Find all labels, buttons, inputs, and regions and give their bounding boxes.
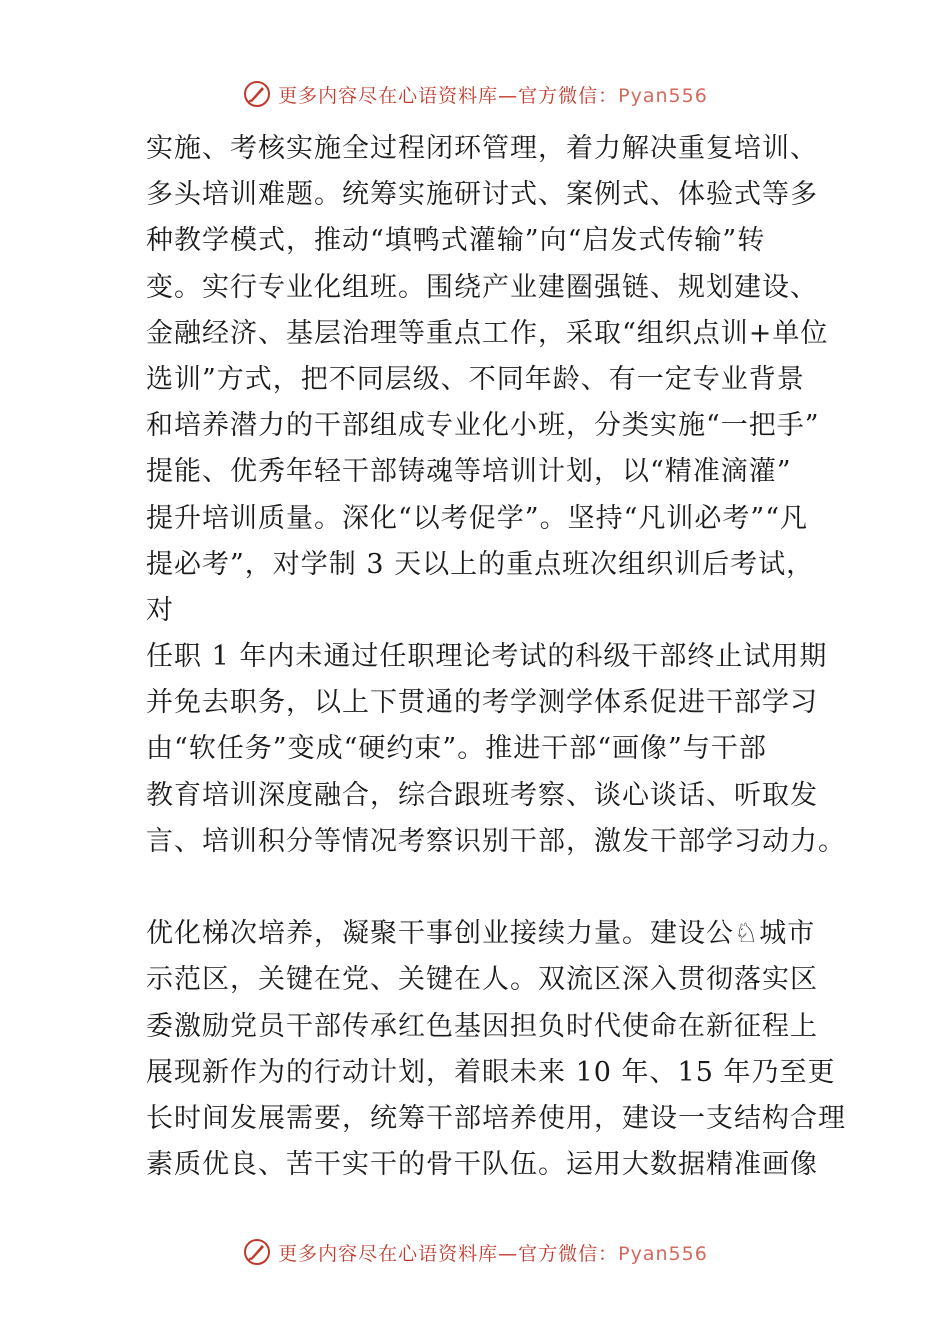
- body-line: 选训”方式，把不同层级、不同年龄、有一定专业背景: [146, 363, 805, 395]
- body-line: 委激励党员干部传承红色基因担负时代使命在新征程上: [146, 1010, 818, 1042]
- body-line: 任职 1 年内未通过任职理论考试的科级干部终止试用期: [146, 641, 828, 673]
- body-line: 长时间发展需要，统筹干部培养使用，建设一支结构合理: [146, 1102, 846, 1134]
- body-line: 展现新作为的行动计划，着眼未来 10 年、15 年乃至更: [146, 1056, 836, 1088]
- body-line: 由“软任务”变成“硬约束”。推进干部“画像”与干部: [146, 733, 767, 765]
- body-line: 素质优良、苦干实干的骨干队伍。运用大数据精准画像: [146, 1149, 818, 1181]
- document-body: [146, 126, 846, 1188]
- paragraph-gap: [146, 865, 814, 911]
- body-line: 实施、考核实施全过程闭环管理，着力解决重复培训、: [146, 133, 818, 164]
- body-line: 对: [146, 594, 174, 626]
- body-line: 提升培训质量。深化“以考促学”。坚持“凡训必考”“凡: [146, 502, 809, 534]
- body-line: 优化梯次培养，凝聚干事创业接续力量。建设公♘城市: [146, 918, 816, 950]
- body-line: 并免去职务，以上下贯通的考学测学体系促进干部学习: [146, 687, 818, 719]
- quill-logo-icon: [242, 1237, 272, 1267]
- header-banner-text: 更多内容尽在心语资料库—官方微信：Pyan556: [278, 84, 708, 107]
- body-line: 和培养潜力的干部组成专业化小班，分类实施“一把手”: [146, 410, 820, 442]
- body-line: 金融经济、基层治理等重点工作，采取“组织点训+单位: [146, 317, 829, 349]
- body-line: 言、培训积分等情况考察识别干部，激发干部学习动力。: [146, 825, 846, 857]
- body-line: 提必考”，对学制 3 天以上的重点班次组织训后考试，: [146, 548, 815, 580]
- quill-logo-icon: [242, 79, 272, 109]
- body-line: 变。实行专业化组班。围绕产业建圈强链、规划建设、: [146, 271, 818, 303]
- body-line: 提能、优秀年轻干部铸魂等培训计划，以“精准滴灌”: [146, 456, 792, 488]
- header-banner: [0, 74, 950, 114]
- footer-banner: [0, 1232, 950, 1272]
- body-line: 教育培训深度融合，综合跟班考察、谈心谈话、听取发: [146, 779, 818, 811]
- body-line: 种教学模式，推动“填鸭式灌输”向“启发式传输”转: [146, 225, 766, 257]
- body-line: 多头培训难题。统筹实施研讨式、案例式、体验式等多: [146, 179, 818, 211]
- footer-banner-text: 更多内容尽在心语资料库—官方微信：Pyan556: [278, 1242, 708, 1265]
- body-line: 示范区，关键在党、关键在人。双流区深入贯彻落实区: [146, 964, 818, 996]
- footer-wechat-handle: Pyan556: [618, 1242, 708, 1265]
- header-wechat-handle: Pyan556: [618, 84, 708, 107]
